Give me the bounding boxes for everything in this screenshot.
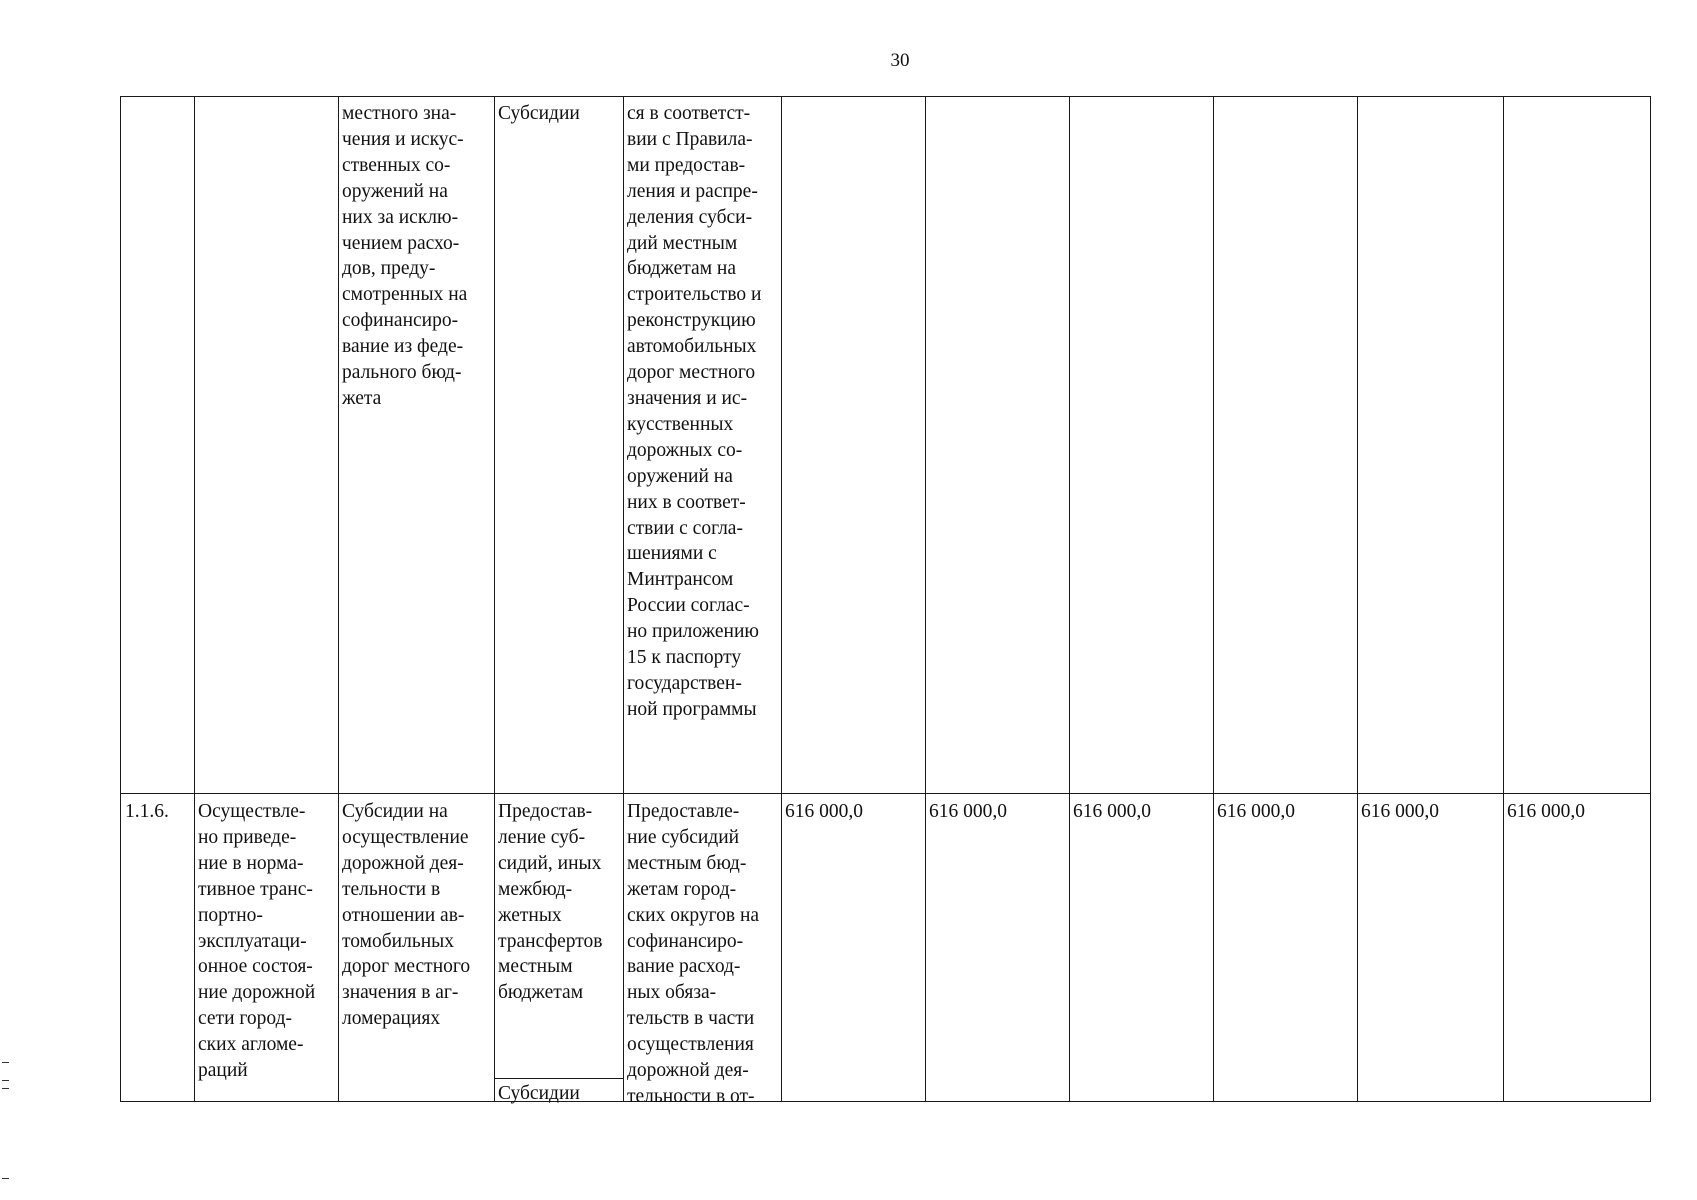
- amount-cell: 616 000,0: [1507, 801, 1585, 822]
- budget-table: [120, 96, 1651, 1107]
- column-divider: [1357, 97, 1358, 1101]
- column-divider: [925, 97, 926, 1101]
- continuation-description-text: ся в соответст- вии с Правила- ми предостав- ления и распре- деления субси- дий местным бюджетам на строительство и реконструкцию автомобильных дорог местного значения и ис- кусственных дорожных со- оружений на них в соответ- ствии с согла- шениями с Минтрансом России соглас- но приложению 15 к паспорту государствен- ной программы: [627, 103, 762, 720]
- scan-mark: [2, 1062, 9, 1063]
- page-number: 30: [890, 50, 910, 71]
- amount-cell: 616 000,0: [1361, 801, 1439, 822]
- row-mechanism: Предостав- ление суб- сидий, иных межбюд- жетных трансфертов местным бюджетам: [498, 801, 603, 1004]
- row-name: Осуществле- но приведе- ние в норма- тивное транс- портно- эксплуатаци- онное состоя- ние дорожной сети город- ских агломе- раций: [198, 801, 316, 1082]
- column-divider: [1503, 97, 1504, 1101]
- continuation-subsidy-text: местного зна- чения и искус- ственных со- оружений на них за исклю- чением расхо- дов, преду- смотренных на софинансиро- вание из феде- рального бюд- жета: [342, 103, 468, 409]
- scan-mark: [2, 1080, 9, 1081]
- amount-cell: 616 000,0: [785, 801, 863, 822]
- column-divider: [1213, 97, 1214, 1101]
- amount-cell: 616 000,0: [1073, 801, 1151, 822]
- scan-mark: [2, 1088, 9, 1089]
- row-description: Предоставле- ние субсидий местным бюд- жетам город- ских округов на софинансиро- вание расход- ных обяза- тельств в части осуществления дорожной дея- тельности в от-: [627, 801, 760, 1107]
- scan-mark: [2, 1178, 9, 1179]
- column-divider: [1069, 97, 1070, 1101]
- row-divider: [121, 793, 1650, 794]
- mechanism-sub-divider: [494, 1078, 623, 1079]
- continuation-mechanism-text: Субсидии: [498, 103, 580, 124]
- row-subsidy: Субсидии на осуществление дорожной дея- тельности в отношении ав- томобильных дорог местного значения в аг- ломерациях: [342, 801, 471, 1030]
- amount-cell: 616 000,0: [1217, 801, 1295, 822]
- column-divider: [781, 97, 782, 1101]
- row-mechanism-type: Субсидии: [498, 1083, 580, 1104]
- row-number: 1.1.6.: [125, 801, 169, 822]
- amount-cell: 616 000,0: [929, 801, 1007, 822]
